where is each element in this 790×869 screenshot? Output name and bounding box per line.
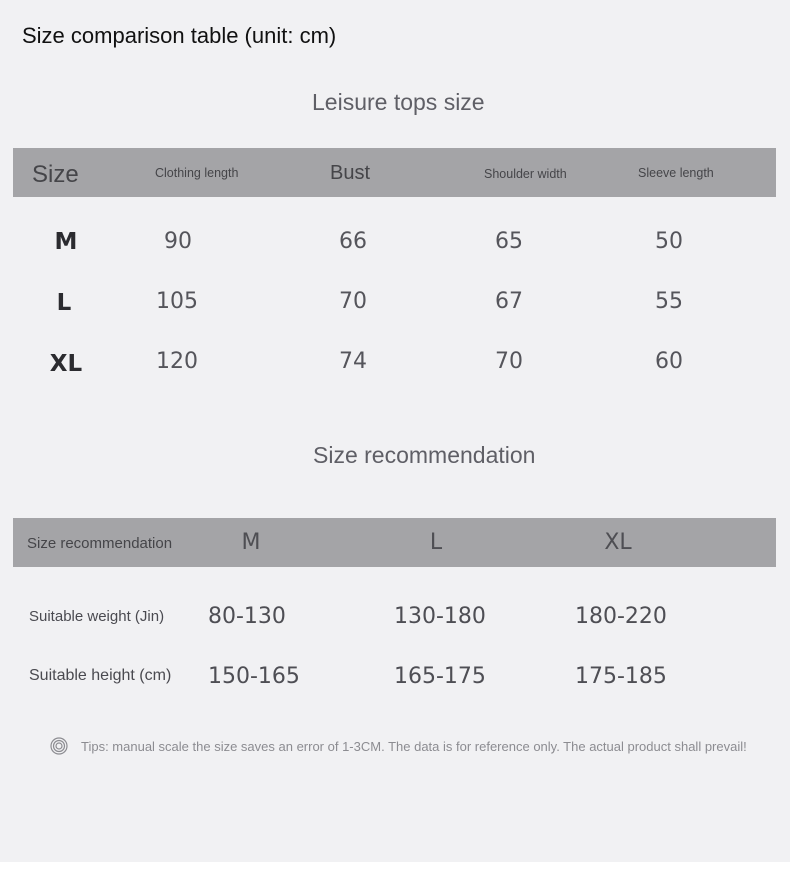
recommendation-header-label: Size recommendation [27, 535, 173, 552]
header-shoulder-width: Shoulder width [484, 167, 567, 181]
header-clothing-length: Clothing length [155, 166, 239, 180]
height-value-l: 165-175 [394, 664, 486, 689]
tips-text: Tips: manual scale the size saves an error of 1-3CM. The data is for reference only. The actual product shall prevail! [81, 738, 747, 754]
height-row-label: Suitable height (cm) [29, 667, 172, 684]
weight-value-m: 80-130 [208, 604, 286, 629]
target-circle-icon [50, 737, 68, 755]
header-sleeve-length: Sleeve length [638, 166, 714, 180]
cell-sleeve-length: 50 [655, 229, 683, 254]
page-title: Size comparison table (unit: cm) [22, 23, 337, 48]
weight-value-xl: 180-220 [575, 604, 667, 629]
recommendation-size-m: M [241, 530, 261, 555]
height-value-m: 150-165 [208, 664, 300, 689]
recommendation-size-xl: XL [604, 530, 632, 555]
weight-value-l: 130-180 [394, 604, 486, 629]
row-size-l: L [56, 290, 72, 316]
cell-bust: 66 [339, 229, 367, 254]
weight-row-label: Suitable weight (Jin) [29, 608, 165, 625]
cell-shoulder-width: 70 [495, 349, 523, 374]
tops-section-title: Leisure tops size [312, 89, 485, 115]
header-size: Size [32, 161, 79, 188]
row-size-xl: XL [49, 351, 83, 377]
cell-shoulder-width: 67 [495, 289, 523, 314]
cell-clothing-length: 105 [156, 289, 198, 314]
cell-bust: 74 [339, 349, 367, 374]
height-value-xl: 175-185 [575, 664, 667, 689]
recommendation-section-title: Size recommendation [313, 442, 536, 468]
cell-clothing-length: 90 [164, 229, 192, 254]
cell-sleeve-length: 55 [655, 289, 683, 314]
cell-clothing-length: 120 [156, 349, 198, 374]
cell-shoulder-width: 65 [495, 229, 523, 254]
tips-note [50, 737, 747, 755]
recommendation-size-l: L [429, 530, 443, 555]
cell-sleeve-length: 60 [655, 349, 683, 374]
row-size-m: M [54, 229, 78, 255]
header-bust: Bust [330, 162, 371, 184]
cell-bust: 70 [339, 289, 367, 314]
